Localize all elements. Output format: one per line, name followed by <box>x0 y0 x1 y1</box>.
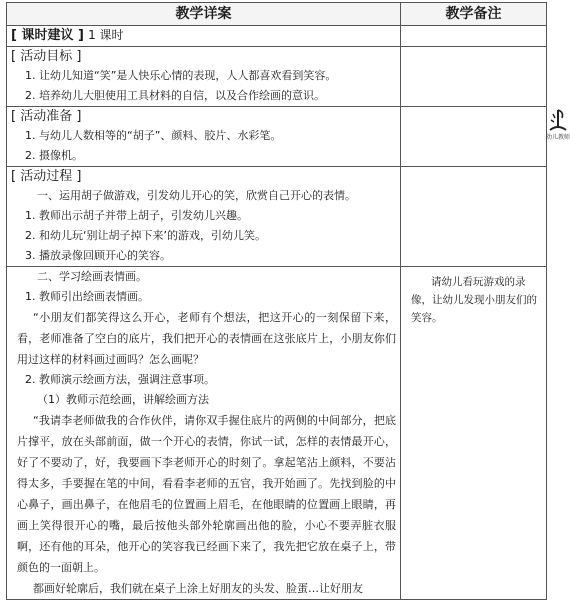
lesson-plan-table <box>6 2 547 600</box>
note-cell-prep <box>401 107 547 167</box>
note-cell-goals <box>401 47 547 107</box>
process-part1-item: 2. 和幼儿玩‘别让胡子掉下来’的游戏，引幼儿笑。 <box>25 229 266 242</box>
section-process-part1 <box>7 167 401 267</box>
book-mark-icon-graphic <box>546 104 570 134</box>
process-part2-step2a: （1）教师示范绘画，讲解绘画方法 <box>37 393 209 406</box>
section-goals <box>7 47 401 107</box>
goal-item: 1. 让幼儿知道“笑”是人快乐心情的表现，人人都喜欢看到笑容。 <box>25 69 337 82</box>
section-prep <box>7 107 401 167</box>
header-teaching-notes: 教学备注 <box>401 3 547 26</box>
section-goals-label: [ 活动目标 ] <box>11 49 82 64</box>
prep-item: 2. 摄像机。 <box>25 149 83 162</box>
prep-item: 1. 与幼儿人数相等的“胡子”、颜料、胶片、水彩笔。 <box>25 129 282 142</box>
section-hours <box>7 26 401 47</box>
process-part2-step2: 2. 教师演示绘画方法，强调注意事项。 <box>25 373 215 386</box>
note-cell-part1 <box>401 167 547 267</box>
process-part2-quote1: “小朋友们都笑得这么开心，老师有个想法，把这开心的一刻保留下来，看，老师准备了空白的底片，我们把开心的表情画在这张底片上，小朋友你们用过这样的材料画过画吗？怎么画呢？ <box>17 311 396 366</box>
process-part1-title: 一、运用胡子做游戏，引发幼儿开心的笑，欣赏自己开心的表情。 <box>37 189 356 202</box>
book-mark-caption: 幼儿教师 <box>546 134 570 141</box>
section-hours-value: 1 课时 <box>88 28 124 42</box>
process-part1-item: 3. 播放录像回顾开心的笑容。 <box>25 249 171 262</box>
section-prep-label: [ 活动准备 ] <box>11 109 82 124</box>
process-part2-quote2: “我请李老师做我的合作伙伴，请你双手握住底片的两侧的中间部分，把底片撑平，放在头部前面，做一个开心的表情，你试一试，怎样的表情最开心，好了不要动了，好，我要画下李老师开心的时刻了。拿起笔沾上颜料，不要沾得太多，手要握在笔的中间，看看李老师的五官，我开始画了。先找到脸的中心鼻子，画出鼻子，在他眉毛的位置画上眉毛，在他眼睛的位置画上眼睛，再画上笑得很开心的嘴，最后按他头部外轮廓画出他的脸，小心不要弄脏衣服啊，还有他的耳朵，他开心的笑容我已经画下来了，我先把它放在桌子上，带颜色的一面朝上。 <box>17 414 396 574</box>
section-process-label: [ 活动过程 ] <box>11 169 82 184</box>
book-mark-icon <box>546 104 570 148</box>
note-part2-text: 请幼儿看玩游戏的录像，让幼儿发现小朋友们的笑容。 <box>411 276 537 324</box>
process-part2-last: 都画好轮廓后，我们就在桌子上涂上好朋友的头发、脸蛋…让好朋友 <box>33 582 363 595</box>
header-detailed-plan: 教学详案 <box>7 3 401 26</box>
note-cell-part2 <box>401 267 547 600</box>
section-process-part2 <box>7 267 401 600</box>
goal-item: 2. 培养幼儿大胆使用工具材料的自信，以及合作绘画的意识。 <box>25 89 325 102</box>
process-part2-step1: 1. 教师引出绘画表情画。 <box>25 290 149 303</box>
lesson-plan-page <box>6 2 556 595</box>
process-part1-item: 1. 教师出示胡子并带上胡子，引发幼儿兴趣。 <box>25 209 248 222</box>
section-hours-label: [ 课时建议 ] <box>11 28 84 43</box>
process-part2-title: 二、学习绘画表情画。 <box>37 270 147 283</box>
note-cell-hours <box>401 26 547 47</box>
